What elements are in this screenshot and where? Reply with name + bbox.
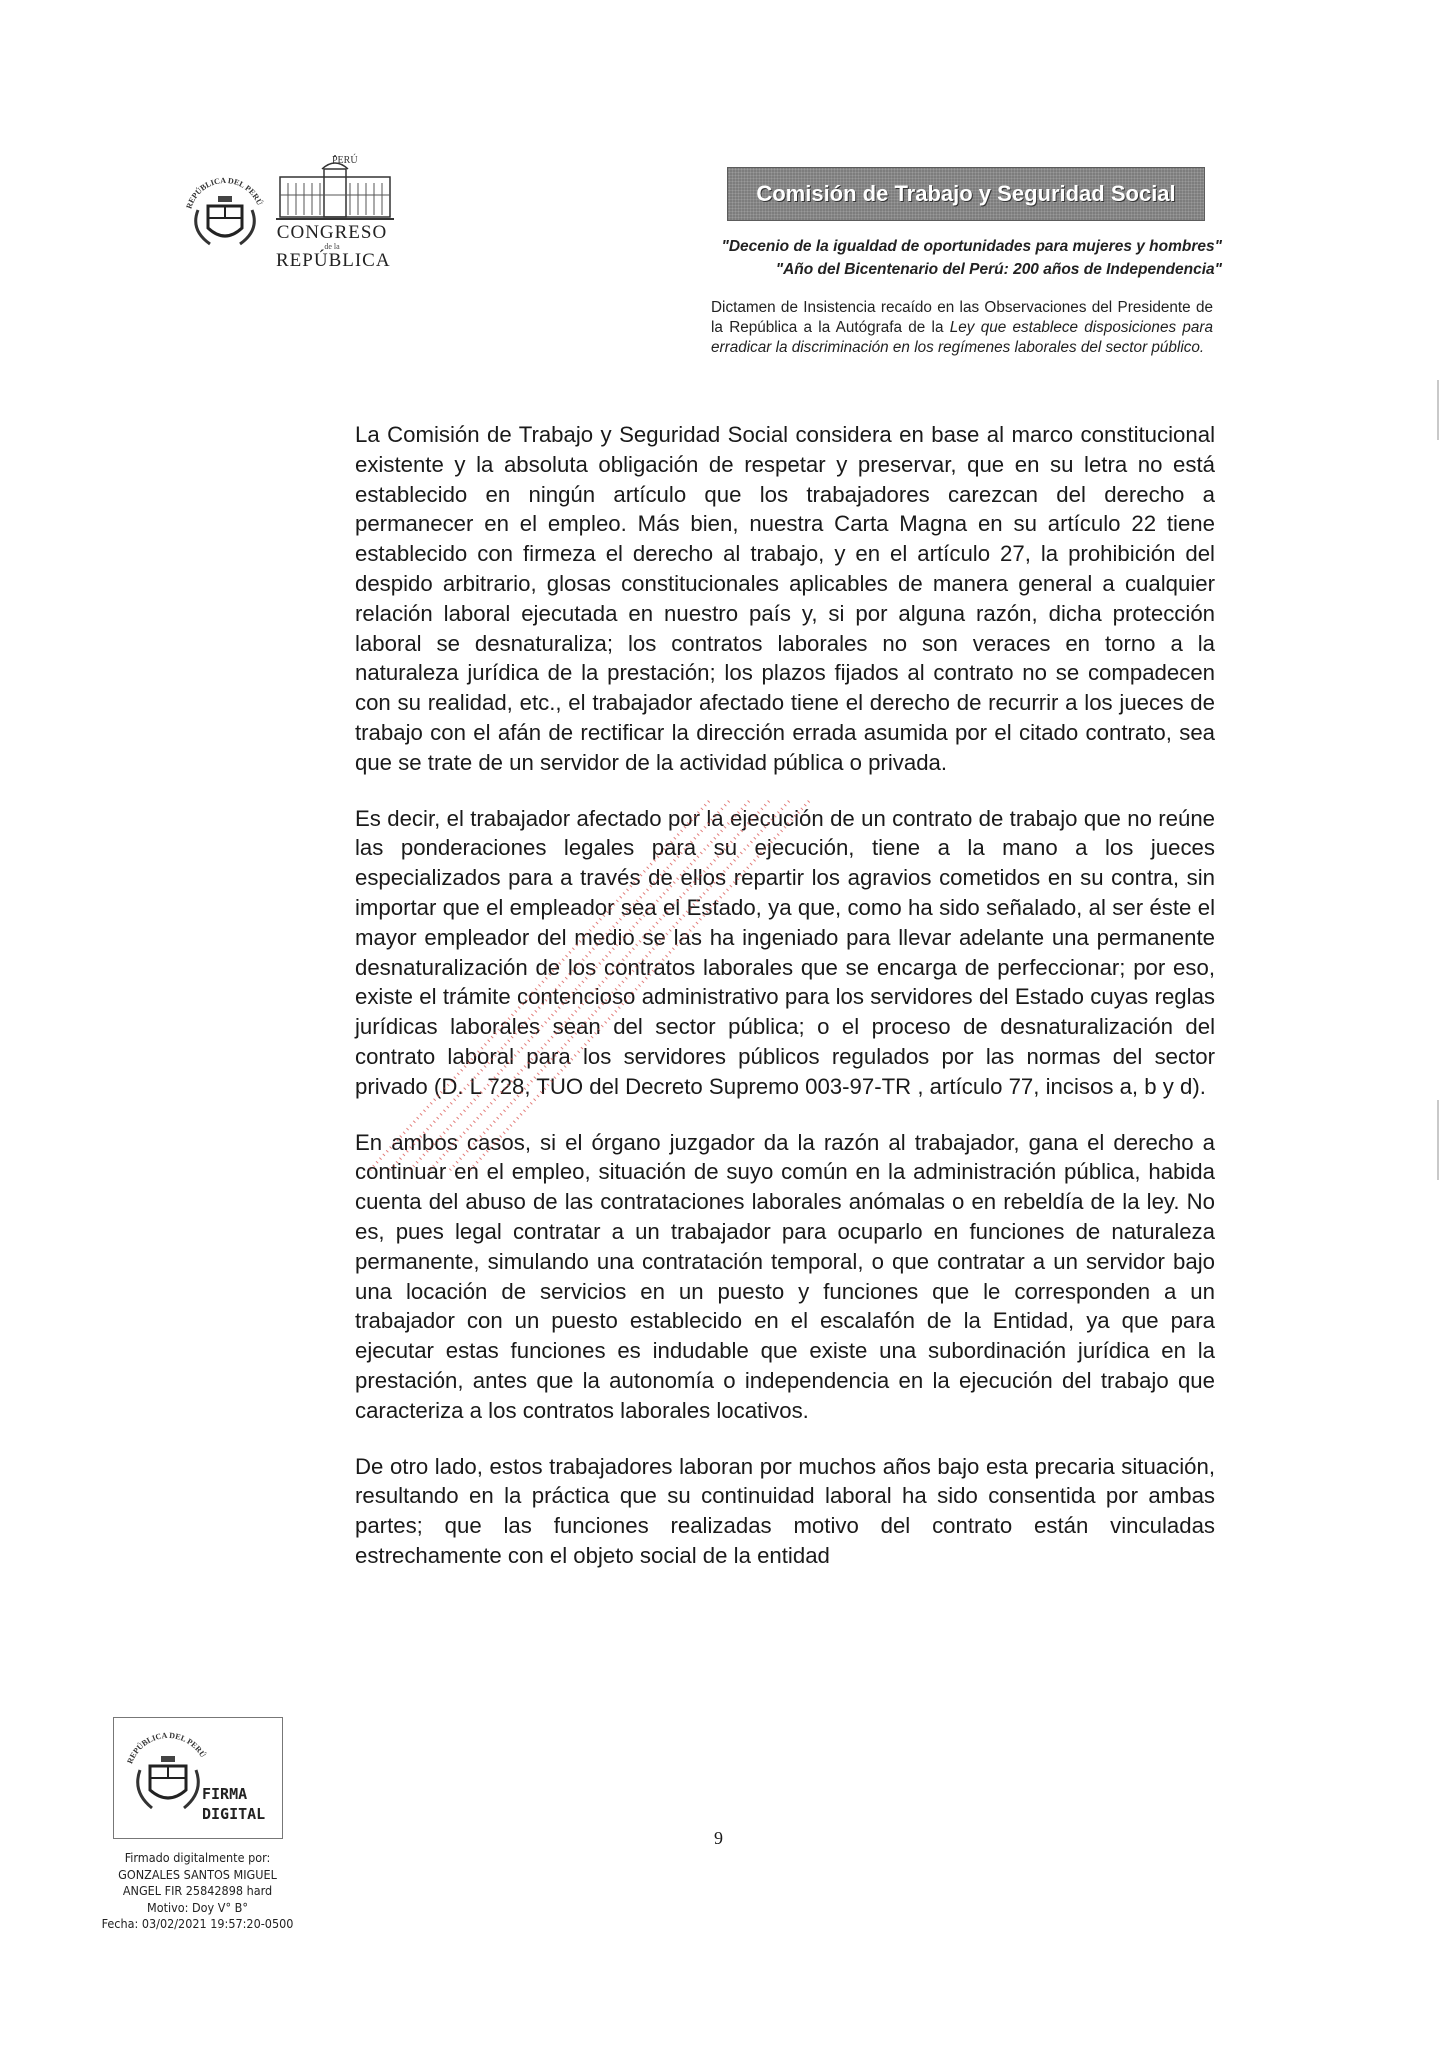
digital-signature-stamp bbox=[113, 1717, 283, 1839]
peru-label: PERÚ bbox=[332, 155, 358, 166]
reference-text: Dictamen de Insistencia recaído en las Observaciones del Presidente de la República a la Autógrafa de la bbox=[711, 299, 1213, 336]
paragraph-1: La Comisión de Trabajo y Seguridad Social considera en base al marco constitucional existente y la absoluta obligación de respetar y preservar, que en su letra no está establecido en ningún artículo que los trabajadores carezcan del derecho a permanecer en el empleo. Más bien, nuestra Carta Magna en su artículo 22 tiene establecido con firmeza el derecho al trabajo, y en el artículo 27, la prohibición del despido arbitrario, glosas constitucionales aplicables de manera general a cualquier relación laboral ejecutada en nuestro país y, si por alguna razón, dicha protección laboral se desnaturaliza; los contratos laborales no son veraces en torno a la naturaleza jurídica de la prestación; los plazos fijados al contrato no se compadecen con su realidad, etc., el trabajador afectado tiene el derecho de recurrir a los jueces de trabajo con el afán de rectificar la dirección errada asumida por el citado contrato, sea que se trate de un servidor de la actividad pública o privada. bbox=[355, 422, 1215, 775]
peru-coat-of-arms-icon bbox=[180, 170, 270, 260]
svg-text:REPÚBLICA DEL PERÚ: REPÚBLICA DEL PERÚ bbox=[125, 1730, 208, 1765]
dictamen-reference bbox=[711, 298, 1213, 358]
de-la-label: de la bbox=[324, 242, 340, 251]
firma-line-1: FIRMA bbox=[202, 1785, 248, 1803]
signature-date: Fecha: 03/02/2021 19:57:20-0500 bbox=[101, 1916, 294, 1931]
republica-label: REPÚBLICA bbox=[276, 250, 391, 271]
scan-edge-mark bbox=[1437, 1100, 1439, 1180]
scan-edge-mark bbox=[1437, 380, 1439, 440]
signature-details bbox=[70, 1850, 325, 1933]
page-number: 9 bbox=[714, 1828, 723, 1848]
firma-digital-label bbox=[202, 1784, 265, 1824]
svg-text:REPÚBLICA DEL PERÚ: REPÚBLICA DEL PERÚ bbox=[184, 175, 265, 210]
paragraph-3: En ambos casos, si el órgano juzgador da la razón al trabajador, gana el derecho a continuar en el empleo, situación de suyo común en la administración pública, habida cuenta del abuso de las contrataciones laborales anómalas o en rebeldía de la ley. No es, pues legal contratar a un trabajador para ocuparlo en funciones de naturaleza permanente, simulando una contratación temporal, o que contratar a un servidor bajo una locación de servicios en un puesto y funciones que le corresponden a un trabajador con un puesto establecido en el escalafón de la Entidad, ya que para ejecutar estas funciones es indudable que existe una subordinación jurídica en la prestación, antes que la autonomía o independencia en la ejecución del trabajo que caracteriza a los contratos laborales locativos. bbox=[355, 1129, 1215, 1423]
paragraph-4: De otro lado, estos trabajadores laboran por muchos años bajo esta precaria situación, resultando en la práctica que su continuidad laboral ha sido consentida por ambas partes; que las funciones realizadas motivo del contrato están vinculadas estrechamente con el objeto social de la entidad bbox=[355, 1453, 1215, 1568]
law-title: Ley que establece disposiciones para erradicar la discriminación en los regímenes laborales del sector público. bbox=[711, 319, 1213, 356]
signed-by-label: Firmado digitalmente por: bbox=[124, 1850, 271, 1865]
commission-banner bbox=[727, 167, 1205, 221]
signature-motivo: Motivo: Doy V° B° bbox=[147, 1899, 248, 1915]
firma-line-2: DIGITAL bbox=[202, 1805, 266, 1823]
motto-line-1: "Decenio de la igualdad de oportunidades para mujeres y hombres" bbox=[721, 238, 1222, 255]
signer-name-line-2: ANGEL FIR 25842898 hard bbox=[122, 1883, 273, 1898]
congreso-label: CONGRESO bbox=[276, 222, 388, 243]
paragraph-2: Es decir, el trabajador afectado por la ejecución de un contrato de trabajo que no reúne las ponderaciones legales para su ejecución, tiene a la mano a los jueces especializados para a través de ellos repartir los agravios cometidos en su contra, sin importar que el empleador sea el Estado, ya que, como ha sido señalado, al ser éste el mayor empleador del medio se las ha ingeniado para llevar adelante una permanente desnaturalización de los contratos laborales que se encarga de perfeccionar; por eso, existe el trámite contencioso administrativo para los servidores del Estado cuyas reglas jurídicas laborales sean del sector pública; o el proceso de desnaturalización del contrato laboral para los servidores públicos regulados por las normas del sector privado (D. L 728, TUO del Decreto Supremo 003-97-TR , artículo 77, incisos a, b y d). bbox=[355, 805, 1215, 1099]
signer-name-line-1: GONZALES SANTOS MIGUEL bbox=[118, 1866, 277, 1882]
motto-line-2: "Año del Bicentenario del Perú: 200 años de Independencia" bbox=[775, 261, 1222, 278]
document-body bbox=[355, 420, 1215, 1597]
commission-title: Comisión de Trabajo y Seguridad Social bbox=[756, 181, 1176, 206]
